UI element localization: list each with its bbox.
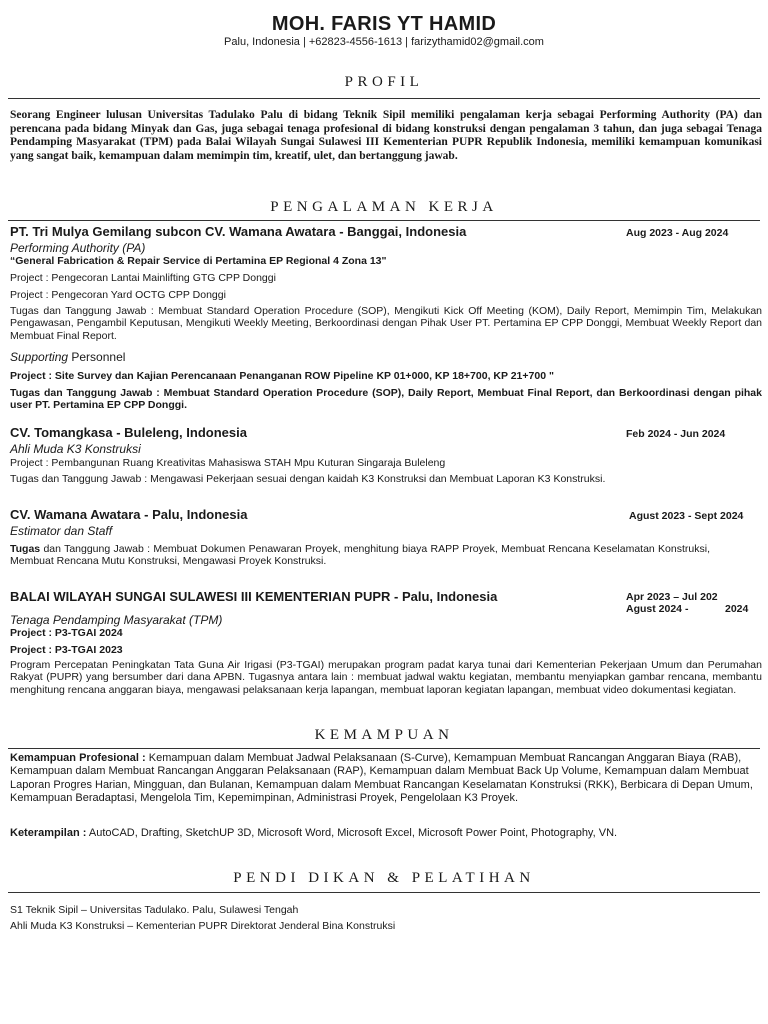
section-divider	[8, 220, 760, 221]
tools-skills	[10, 827, 762, 839]
job-role: Estimator dan Staff	[10, 524, 113, 538]
skills-text: Kemampuan dalam Membuat Jadwal Pelaksanaan (S-Curve), Kemampuan Membuat Rancangan Anggaran Biaya (RAB), Kemampuan dalam Membuat Rancangan Anggaran Pelaksanaan (RAP), Kemampuan dalam Membuat Back Up Volume, Kemampuan dalam Membuat Laporan Progres Harian, Mingguan, dan Bulanan, Kemampuan dalam Membuat Rancangan Keselamatan Konstruksi (RKK), Berbicara di Depan Umum, Kemampuan Beradaptasi, Mengelola Tim, Kepemimpinan, Administrasi Proyek, Pengelolaan K3 Proyek.	[10, 752, 753, 805]
job-dates: Feb 2024 - Jun 2024	[626, 428, 726, 440]
job-company: PT. Tri Mulya Gemilang subcon CV. Wamana Awatara - Banggai, Indonesia	[10, 224, 467, 239]
job-project: Project : P3-TGAI 2023	[10, 644, 123, 656]
section-divider	[8, 98, 760, 99]
role-label-italic: Supporting	[10, 350, 69, 364]
job-role: Performing Authority (PA)	[10, 241, 146, 255]
job-role: Tenaga Pendamping Masyarakat (TPM)	[10, 613, 223, 627]
candidate-name: MOH. FARIS YT HAMID	[271, 13, 497, 35]
section-title-profile: PROFIL	[344, 74, 424, 90]
job-tasks: Tugas dan Tanggung Jawab : Membuat Standard Operation Procedure (SOP), Daily Report, Membuat Final Report, dan Berkoordinasi dengan pihak user PT. Pertamina EP CPP Donggi.	[10, 387, 762, 412]
job-dates: Apr 2023 – Jul 202	[626, 591, 718, 603]
section-title-skills: KEMAMPUAN	[314, 727, 454, 743]
job-project: Project : P3-TGAI 2024	[10, 627, 123, 639]
job-tasks	[10, 543, 710, 568]
job-project: Project : Pengecoran Lantai Mainlifting GTG CPP Donggi	[10, 272, 276, 284]
job-company: BALAI WILAYAH SUNGAI SULAWESI III KEMENTERIAN PUPR - Palu, Indonesia	[10, 589, 498, 604]
job-role: Ahli Muda K3 Konstruksi	[10, 442, 141, 456]
job-project: Project : Pengecoran Yard OCTG CPP Donggi	[10, 289, 226, 301]
skills-label: Kemampuan Profesional :	[10, 752, 146, 764]
job-description: Program Percepatan Peningkatan Tata Guna Air Irigasi (P3-TGAI) merupakan program padat karya tunai dari Kementerian Pekerjaan Umum dan Perumahan Rakyat (PUPR) yang bersumber dari dana APBN. Tugasnya antara lain : membuat jadwal waktu kegiatan, membantu menyiapkan gambar rencana, membantu menghitung rencana anggaran biaya, mengawasi pelaksanaan kerja lapangan, membuat laporan kegiatan lapangan, membuat video dokumentasi kegiatan.	[10, 659, 762, 696]
tasks-label: Tugas	[10, 543, 41, 555]
job-subtitle: “General Fabrication & Repair Service di Pertamina EP Regional 4 Zona 13"	[10, 255, 387, 267]
job-company: CV. Tomangkasa - Buleleng, Indonesia	[10, 425, 247, 440]
tools-label: Keterampilan :	[10, 827, 87, 839]
tools-text: AutoCAD, Drafting, SketchUP 3D, Microsoft Word, Microsoft Excel, Microsoft Power Point, Photography, VN.	[86, 827, 618, 839]
professional-skills	[10, 752, 762, 806]
job-dates: 2024	[725, 603, 749, 615]
tasks-text: dan Tanggung Jawab : Membuat Dokumen Penawaran Proyek, menghitung biaya RAPP Proyek, Membuat Rencana Keselamatan Konstruksi, Membuat Rencana Mutu Konstruksi, Mengawasi Proyek Konstruksi.	[10, 543, 710, 568]
section-divider	[8, 748, 760, 749]
education-item: Ahli Muda K3 Konstruksi – Kementerian PUPR Direktorat Jenderal Bina Konstruksi	[10, 920, 396, 932]
profile-text: Seorang Engineer lulusan Universitas Tadulako Palu di bidang Teknik Sipil memiliki pengalaman kerja sebagai Performing Authority (PA) dan perencana pada bidang Minyak dan Gas, juga sebagai tenaga profesional di bidang konstruksi dengan pengalaman 3 tahun, dan juga sebagai Tenaga Pendamping Masyarakat (TPM) pada Balai Wilayah Sungai Sulawesi III Kementerian PUPR Republik Indonesia, memiliki kemampuan komunikasi yang sangat baik, kemampuan dalam memimpin tim, kreatif, ulet, dan bertanggung jawab.	[10, 109, 762, 162]
role-label-rest: Personnel	[68, 350, 126, 364]
job-role-secondary	[10, 350, 125, 364]
job-tasks: Tugas dan Tanggung Jawab : Mengawasi Pekerjaan sesuai dengan kaidah K3 Konstruksi dan Membuat Laporan K3 Konstruksi.	[10, 473, 606, 485]
job-tasks: Tugas dan Tanggung Jawab : Membuat Standard Operation Procedure (SOP), Mengikuti Kick Off Meeting (KOM), Daily Report, Memimpin Tim, Melakukan Pengawasan, Pengambil Keputusan, Mengikuti Weekly Meeting, Berkoordinasi dengan Pihak User PT. Pertamina EP CPP Donggi, Membuat Weekly Report dan Membuat Final Report.	[10, 305, 762, 342]
section-title-experience: PENGALAMAN KERJA	[270, 199, 498, 215]
job-company: CV. Wamana Awatara - Palu, Indonesia	[10, 507, 248, 522]
section-title-education: PENDI DIKAN & PELATIHAN	[233, 870, 535, 886]
section-divider	[8, 892, 760, 893]
contact-info: Palu, Indonesia | +62823-4556-1613 | farizythamid02@gmail.com	[224, 36, 544, 48]
job-dates: Agust 2023 - Sept 2024	[629, 510, 744, 522]
job-project: Project : Pembangunan Ruang Kreativitas Mahasiswa STAH Mpu Kuturan Singaraja Buleleng	[10, 457, 446, 469]
job-dates: Agust 2024 -	[626, 603, 689, 615]
job-dates: Aug 2023 - Aug 2024	[626, 227, 729, 239]
job-project: Project : Site Survey dan Kajian Perencanaan Penanganan ROW Pipeline KP 01+000, KP 18+700, KP 21+700 "	[10, 370, 554, 382]
education-item: S1 Teknik Sipil – Universitas Tadulako. Palu, Sulawesi Tengah	[10, 904, 299, 916]
